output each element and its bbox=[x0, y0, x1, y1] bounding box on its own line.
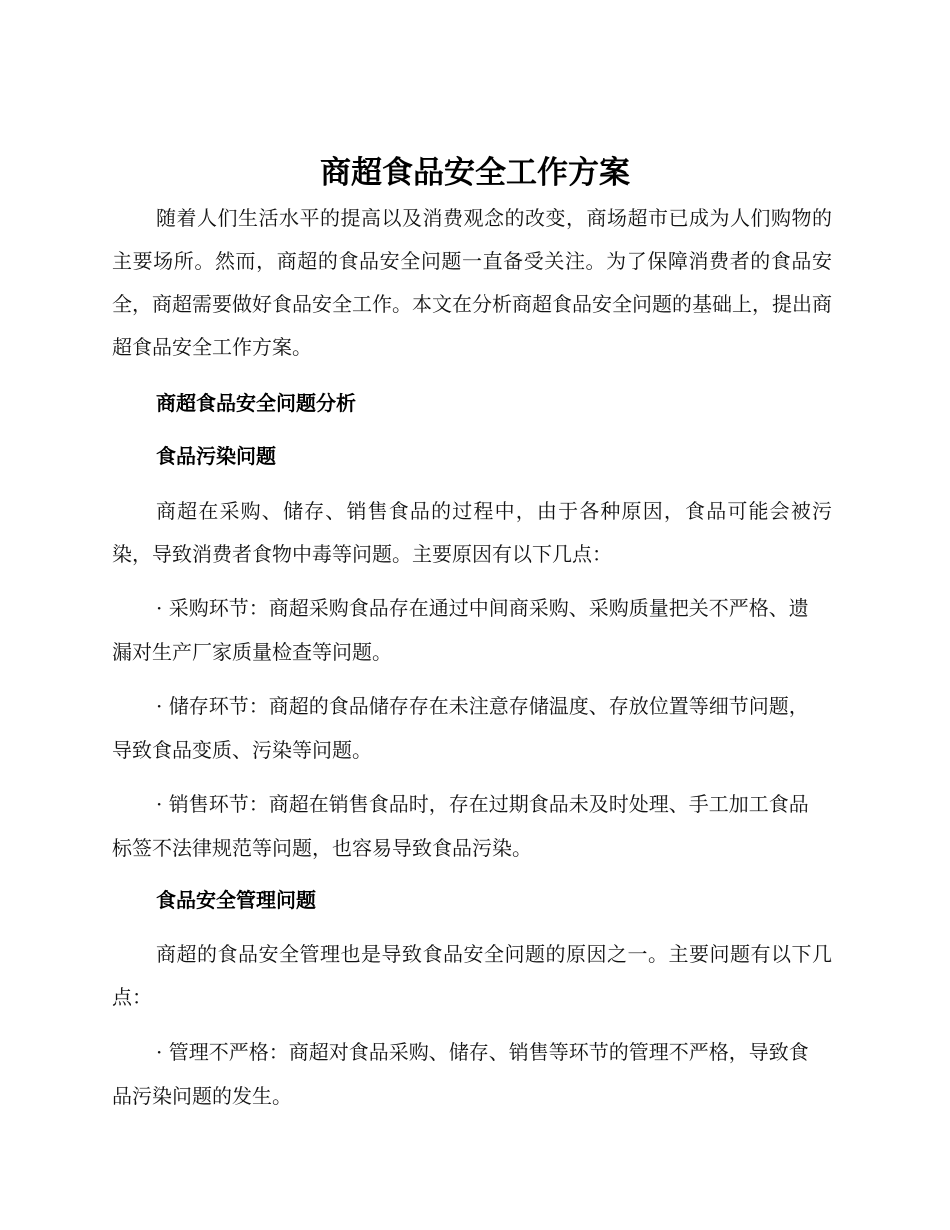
document-title: 商超食品安全工作方案 bbox=[320, 155, 630, 191]
bullet-storage: · 储存环节：商超的食品储存存在未注意存储温度、存放位置等细节问题，导致食品变质、污染等问题。 bbox=[112, 694, 809, 762]
subsection-heading-contamination: 食品污染问题 bbox=[156, 444, 276, 468]
management-paragraph: 商超的食品安全管理也是导致食品安全问题的原因之一。主要问题有以下几点： bbox=[112, 942, 832, 1009]
bullet-procurement: · 采购环节：商超采购食品存在通过中间商采购、采购质量把关不严格、遗漏对生产厂家质量检查等问题。 bbox=[112, 596, 809, 664]
contamination-paragraph: 商超在采购、储存、销售食品的过程中，由于各种原因，食品可能会被污染，导致消费者食物中毒等问题。主要原因有以下几点： bbox=[112, 499, 832, 566]
bullet-sales: · 销售环节：商超在销售食品时，存在过期食品未及时处理、手工加工食品标签不法律规范等问题，也容易导致食品污染。 bbox=[112, 792, 809, 860]
section-heading-analysis: 商超食品安全问题分析 bbox=[156, 391, 356, 415]
subsection-heading-management: 食品安全管理问题 bbox=[156, 888, 316, 912]
bullet-lax-management: · 管理不严格：商超对食品采购、储存、销售等环节的管理不严格，导致食品污染问题的发生。 bbox=[112, 1040, 809, 1108]
intro-paragraph: 随着人们生活水平的提高以及消费观念的改变，商场超市已成为人们购物的主要场所。然而，商超的食品安全问题一直备受关注。为了保障消费者的食品安全，商超需要做好食品安全工作。本文在分析商超食品安全问题的基础上，提出商超食品安全工作方案。 bbox=[112, 206, 832, 359]
